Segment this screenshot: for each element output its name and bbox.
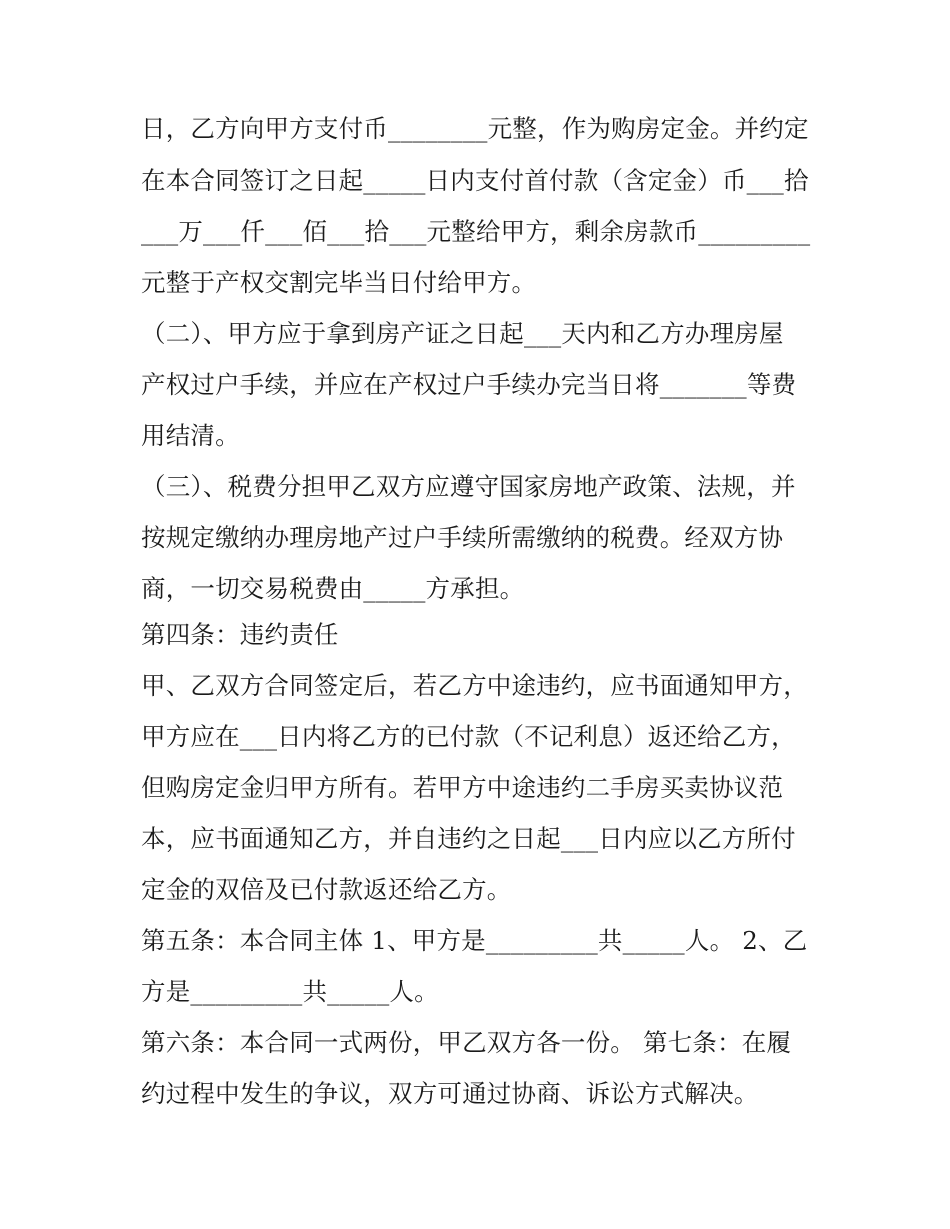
text-line: 甲方应在___日内将乙方的已付款（不记利息）返还给乙方，: [141, 722, 796, 751]
text-line: 甲、乙双方合同签定后，若乙方中途违约，应书面通知甲方，: [141, 671, 808, 700]
text-line: 商，一切交易税费由_____方承担。: [141, 574, 525, 603]
text-line: 按规定缴纳办理房地产过户手续所需缴纳的税费。经双方协: [141, 523, 784, 552]
text-line: 用结清。: [141, 421, 240, 450]
text-line: 产权过户手续，并应在产权过户手续办完当日将_______等费: [141, 370, 797, 399]
text-line: 元整于产权交割完毕当日付给甲方。: [141, 268, 537, 297]
text-line: 约过程中发生的争议，双方可通过协商、诉讼方式解决。: [141, 1079, 759, 1108]
text-line: （二）、甲方应于拿到房产证之日起___天内和乙方办理房屋: [141, 319, 784, 348]
text-line: ___万___仟___佰___拾___元整给甲方，剩余房款币_________: [141, 217, 811, 246]
text-line: 方是_________共_____人。: [141, 977, 439, 1006]
text-line: （三）、税费分担甲乙双方应遵守国家房地产政策、法规，并: [141, 472, 796, 501]
text-line: 在本合同签订之日起_____日内支付首付款（含定金）币___拾: [141, 166, 809, 195]
text-line: 定金的双倍及已付款返还给乙方。: [141, 875, 512, 904]
text-line: 日，乙方向甲方支付币________元整，作为购房定金。并约定: [141, 114, 809, 143]
section-heading: 第四条：违约责任: [141, 620, 339, 649]
text-line: 第六条：本合同一式两份，甲乙双方各一份。 第七条：在履: [141, 1028, 792, 1057]
text-line: 但购房定金归甲方所有。若甲方中途违约二手房买卖协议范: [141, 773, 784, 802]
text-line: 第五条：本合同主体 1、甲方是_________共_____人。 2、乙: [141, 926, 808, 955]
text-line: 本，应书面通知乙方，并自违约之日起___日内应以乙方所付: [141, 824, 796, 853]
